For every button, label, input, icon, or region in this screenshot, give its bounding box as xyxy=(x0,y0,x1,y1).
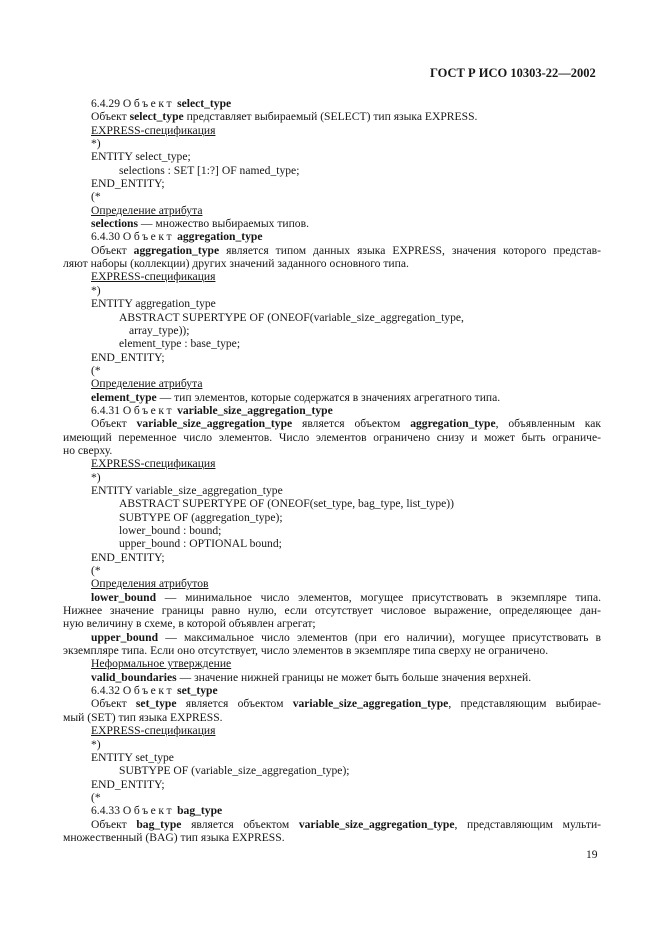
code-line: ABSTRACT SUPERTYPE OF (ONEOF(set_type, bag_type, list_type)) xyxy=(119,497,454,511)
code-line: (* xyxy=(91,564,101,578)
attr-label: Определения атрибутов xyxy=(91,577,209,591)
paragraph: множественный (BAG) тип языка EXPRESS. xyxy=(63,830,285,844)
code-line: END_ENTITY; xyxy=(91,777,165,791)
code-line: *) xyxy=(91,737,101,751)
paragraph: Объект select_type представляет выбираемый (SELECT) тип языка EXPRESS. xyxy=(91,110,478,124)
code-line: element_type : base_type; xyxy=(119,337,241,351)
informal-proposition: valid_boundaries — значение нижней границы не может быть больше значения верхней. xyxy=(91,670,532,684)
section-heading-6432: 6.4.32 Объект set_type xyxy=(91,684,218,698)
attr-label: Определение атрибута xyxy=(91,377,203,391)
code-line: *) xyxy=(91,470,101,484)
code-line: ABSTRACT SUPERTYPE OF (ONEOF(variable_size_aggregation_type, xyxy=(119,310,464,324)
code-line: END_ENTITY; xyxy=(91,550,165,564)
code-line: (* xyxy=(91,190,101,204)
code-line: selections : SET [1:?] OF named_type; xyxy=(119,163,300,177)
code-line: SUBTYPE OF (aggregation_type); xyxy=(119,510,283,524)
attribute-definition: selections — множество выбираемых типов. xyxy=(91,217,309,231)
page-number: 19 xyxy=(586,848,598,861)
attribute-definition: element_type — тип элементов, которые содержатся в значениях агрегатного типа. xyxy=(91,390,501,404)
code-line: (* xyxy=(91,790,101,804)
attribute-definition: экземпляре типа. Если оно отсутствует, число элементов в экземпляре типа сверху не ограничено. xyxy=(63,644,549,658)
code-line: ENTITY select_type; xyxy=(91,150,191,164)
paragraph: Объект aggregation_type является типом данных языка EXPRESS, значения которого представ- xyxy=(91,243,601,257)
code-line: SUBTYPE OF (variable_size_aggregation_type); xyxy=(119,764,350,778)
paragraph: Объект set_type является объектом variable_size_aggregation_type, представляющим выбирае- xyxy=(91,697,601,711)
standard-header: ГОСТ Р ИСО 10303-22—2002 xyxy=(430,66,596,80)
code-line: (* xyxy=(91,363,101,377)
code-line: END_ENTITY; xyxy=(91,177,165,191)
informal-label: Неформальное утверждение xyxy=(91,657,232,671)
paragraph: Объект variable_size_aggregation_type является объектом aggregation_type, объявленным как xyxy=(91,417,601,431)
paragraph: имеющий переменное число элементов. Число элементов ограничено снизу и может быть ограниче- xyxy=(63,430,601,444)
attribute-definition: upper_bound — максимальное число элементов (при его наличии), могущее присутствовать в xyxy=(91,630,601,644)
spec-label: EXPRESS-спецификация xyxy=(91,457,216,471)
spec-label: EXPRESS-спецификация xyxy=(91,123,216,137)
paragraph: но сверху. xyxy=(63,443,113,457)
code-line: ENTITY aggregation_type xyxy=(91,297,216,311)
attr-label: Определение атрибута xyxy=(91,203,203,217)
code-line: upper_bound : OPTIONAL bound; xyxy=(119,537,282,551)
spec-label: EXPRESS-спецификация xyxy=(91,270,216,284)
attribute-definition: ную величину в схеме, в которой объявлен агрегат; xyxy=(63,617,316,631)
code-line: lower_bound : bound; xyxy=(119,524,222,537)
attribute-definition: Нижнее значение границы равно нулю, если отсутствует числовое выражение, определяющее дан- xyxy=(63,604,601,618)
section-heading-6431: 6.4.31 Объект variable_size_aggregation_type xyxy=(91,403,333,417)
spec-label: EXPRESS-спецификация xyxy=(91,724,216,738)
page-body xyxy=(63,97,601,844)
section-heading-6433: 6.4.33 Объект bag_type xyxy=(91,804,223,818)
section-heading-6429: 6.4.29 Объект select_type xyxy=(91,97,232,110)
code-line: *) xyxy=(91,283,101,297)
code-line: *) xyxy=(91,137,101,151)
attribute-definition: lower_bound — минимальное число элементов, могущее присутствовать в экземпляре типа. xyxy=(91,590,601,604)
code-line: ENTITY set_type xyxy=(91,750,174,764)
paragraph: мый (SET) тип языка EXPRESS. xyxy=(63,710,223,724)
code-line: array_type)); xyxy=(129,323,190,337)
paragraph: ляют наборы (коллекции) других значений заданного основного типа. xyxy=(63,257,409,271)
section-heading-6430: 6.4.30 Объект aggregation_type xyxy=(91,230,263,244)
paragraph: Объект bag_type является объектом variable_size_aggregation_type, представляющим мульти- xyxy=(91,817,602,831)
code-line: END_ENTITY; xyxy=(91,350,165,364)
code-line: ENTITY variable_size_aggregation_type xyxy=(91,483,283,497)
